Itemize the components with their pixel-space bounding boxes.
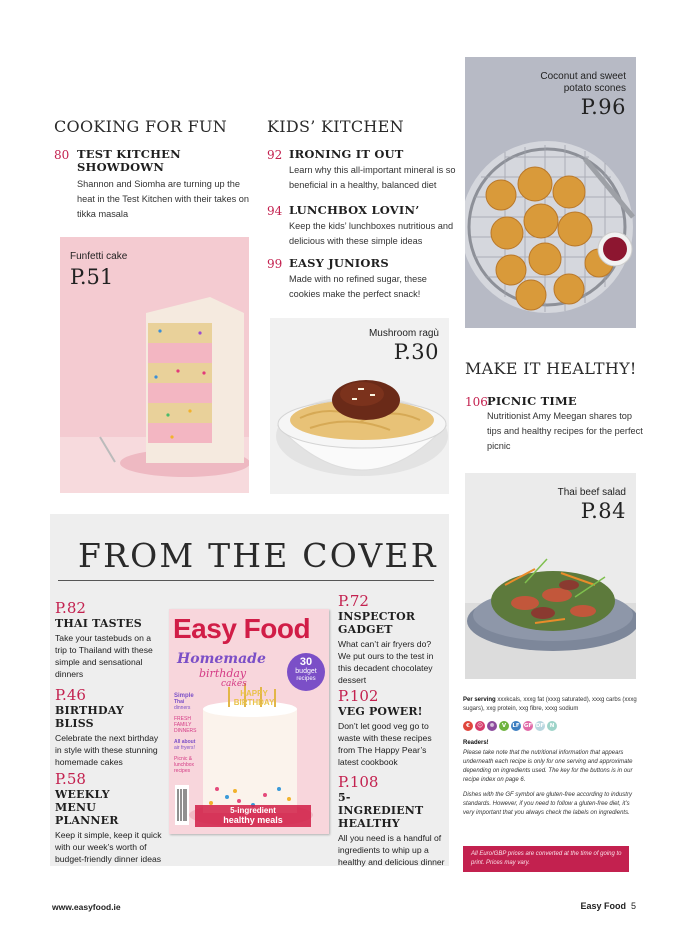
beef-caption: Thai beef salad xyxy=(557,487,626,498)
cover-headline-2: birthday xyxy=(199,667,247,680)
cover-cake-text: HAPPY BIRTHDAY xyxy=(233,689,275,707)
badge-text-2: recipes xyxy=(296,676,316,682)
readers-note-2: Dishes with the GF symbol are gluten-free according to industry standards. However, if you need to follow a gluten-free diet, it’s very important that you always check the labels on ingredients. xyxy=(463,792,632,816)
cover-item-description: Take your tastebuds on a trip to Thailand with these simple and sensational dinners xyxy=(55,633,153,679)
cover-item-p108[interactable] xyxy=(338,773,446,868)
side-7: All about xyxy=(174,739,196,745)
cover-item-page: P.46 xyxy=(55,686,86,704)
side-10: lunchbox xyxy=(174,762,195,768)
cooking-item-80[interactable] xyxy=(54,147,254,219)
item-description: Nutritionist Amy Meegan shares top tips and healthy recipes for the perfect picnic xyxy=(487,411,643,451)
funfetti-caption: Funfetti cake xyxy=(70,251,128,262)
item-description: Learn why this all-important mineral is so beneficial in a healthy, balanced diet xyxy=(289,165,456,190)
page-number: 5 xyxy=(630,901,636,911)
item-description: Made with no refined sugar, these cookies make the perfect snack! xyxy=(289,274,427,299)
item-title: TEST KITCHEN SHOWDOWN xyxy=(77,147,181,174)
cover-item-title: INSPECTOR GADGET xyxy=(338,610,416,636)
funfetti-photo xyxy=(60,237,249,493)
cover-headline-3: cakes xyxy=(221,679,247,689)
side-2: Thai xyxy=(174,699,185,705)
side-1: Simple xyxy=(174,693,194,699)
side-9: Picnic & xyxy=(174,756,193,762)
item-title: EASY JUNIORS xyxy=(289,256,389,270)
section-cooking-heading: COOKING FOR FUN xyxy=(54,117,228,136)
beef-page: P.84 xyxy=(580,499,626,523)
item-title: LUNCHBOX LOVIN’ xyxy=(289,203,420,217)
per-serving-text: xxxkcals, xxxg fat (xxxg saturated), xxxg carbs (xxxg sugars), xxg protein, xxg fibre, xxxg sodium xyxy=(463,697,637,712)
cover-item-title: 5-INGREDIENT HEALTHY xyxy=(338,791,424,830)
item-number: 94 xyxy=(267,204,283,218)
cover-item-page: P.108 xyxy=(338,773,379,791)
kids-item-92[interactable] xyxy=(267,148,457,194)
side-8: air fryers! xyxy=(174,745,195,751)
cover-brand: Easy Food xyxy=(173,613,311,644)
scones-page: P.96 xyxy=(580,95,626,119)
kids-item-94[interactable] xyxy=(267,204,457,250)
gluten-free-icon: GF xyxy=(523,723,533,729)
banner-line-2: healthy meals xyxy=(223,815,283,825)
side-3: dinners xyxy=(174,705,191,711)
diet-badges xyxy=(463,721,637,731)
funfetti-page: P.51 xyxy=(70,265,114,289)
side-5: FAMILY xyxy=(174,722,192,728)
cover-item-p58[interactable] xyxy=(55,770,167,865)
ragu-page: P.30 xyxy=(393,340,439,364)
banner-line-1: 5-ingredient xyxy=(230,806,276,815)
item-number: 80 xyxy=(54,148,70,162)
per-serving-line xyxy=(463,696,637,714)
from-the-cover-heading: FROM THE COVER xyxy=(78,536,438,575)
cover-item-title: VEG POWER! xyxy=(338,705,423,718)
cover-item-title: THAI TASTES xyxy=(55,617,142,630)
item-number: 99 xyxy=(267,257,283,271)
cover-headline-1: Homemade xyxy=(177,651,266,667)
side-6: DINNERS xyxy=(174,728,197,734)
item-number: 92 xyxy=(267,148,283,162)
beef-photo xyxy=(465,473,636,679)
ragu-caption: Mushroom ragù xyxy=(368,328,439,339)
kid-friendly-icon: ☺ xyxy=(475,721,485,731)
cover-item-page: P.102 xyxy=(338,687,379,705)
cover-item-description: All you need is a handful of ingredients to whip up a healthy and delicious dinner xyxy=(338,833,445,867)
magazine-cover[interactable] xyxy=(169,609,329,834)
readers-label: Readers! xyxy=(463,740,489,746)
item-title: PICNIC TIME xyxy=(487,394,577,408)
footer-url[interactable]: www.easyfood.ie xyxy=(52,902,121,912)
side-4: FRESH xyxy=(174,716,191,722)
item-description: Shannon and Siomha are turning up the heat in the Test Kitchen with their takes on tikka masala xyxy=(77,179,249,219)
kids-item-99[interactable] xyxy=(267,257,457,303)
readers-note-1: Please take note that the nutritional information that appears underneath each recipe is only for one serving and approximate depending on ingredients used. The key for the buttons is in our recipe index on page 6. xyxy=(463,750,633,783)
cover-budget-badge xyxy=(287,653,325,691)
cover-item-title: WEEKLY MENU PLANNER xyxy=(55,788,119,827)
low-fat-icon: LF xyxy=(512,723,520,729)
vegetarian-icon: V xyxy=(499,721,509,731)
nut-free-icon: N xyxy=(547,721,557,731)
cover-item-page: P.72 xyxy=(338,592,369,610)
cover-item-description: Celebrate the next birthday in style with these stunning homemade cakes xyxy=(55,733,159,767)
per-serving-label: Per serving xyxy=(463,697,496,703)
cover-item-p72[interactable] xyxy=(338,592,446,686)
section-kids-heading: KIDS’ KITCHEN xyxy=(267,117,404,136)
item-description: Keep the kids’ lunchboxes nutritious and delicious with these simple ideas xyxy=(289,221,454,246)
cover-item-description: What can’t air fryers do? We put ours to the test in this decadent chocolatey dessert xyxy=(338,639,434,685)
cover-item-p102[interactable] xyxy=(338,687,448,768)
dairy-free-icon: DF xyxy=(535,723,545,729)
cover-item-title: BIRTHDAY BLISS xyxy=(55,704,124,730)
healthy-item-106[interactable] xyxy=(465,395,645,455)
cover-item-description: Keep it simple, keep it quick with our week’s worth of budget-friendly dinner ideas xyxy=(55,830,162,864)
section-healthy-heading: MAKE IT HEALTHY! xyxy=(465,359,637,378)
scones-photo xyxy=(465,57,636,328)
cover-side-text xyxy=(174,693,204,774)
nutrition-info xyxy=(463,696,637,824)
cover-item-description: Don’t let good veg go to waste with these recipes from The Happy Pear’s latest cookbook xyxy=(338,721,432,767)
flower-icon: ❁ xyxy=(487,721,497,731)
item-number: 106 xyxy=(465,395,488,409)
divider xyxy=(58,580,434,581)
cover-bottom-banner xyxy=(195,805,311,827)
cover-item-p82[interactable] xyxy=(55,599,165,680)
ragu-photo xyxy=(270,318,449,494)
price-note: All Euro/GBP prices are converted at the time of going to print. Prices may vary. xyxy=(463,846,629,872)
item-title: IRONING IT OUT xyxy=(289,147,404,161)
footer-brand: Easy Food xyxy=(580,901,626,911)
cover-item-page: P.58 xyxy=(55,770,86,788)
cover-item-p46[interactable] xyxy=(55,686,163,768)
footer-page xyxy=(580,901,636,911)
badge-text-1: budget xyxy=(295,668,317,675)
cover-item-page: P.82 xyxy=(55,599,86,617)
side-11: recipes xyxy=(174,768,191,774)
badge-number: 30 xyxy=(299,656,313,668)
euro-icon: € xyxy=(463,721,473,731)
scones-caption: Coconut and sweet potato scones xyxy=(540,71,626,94)
